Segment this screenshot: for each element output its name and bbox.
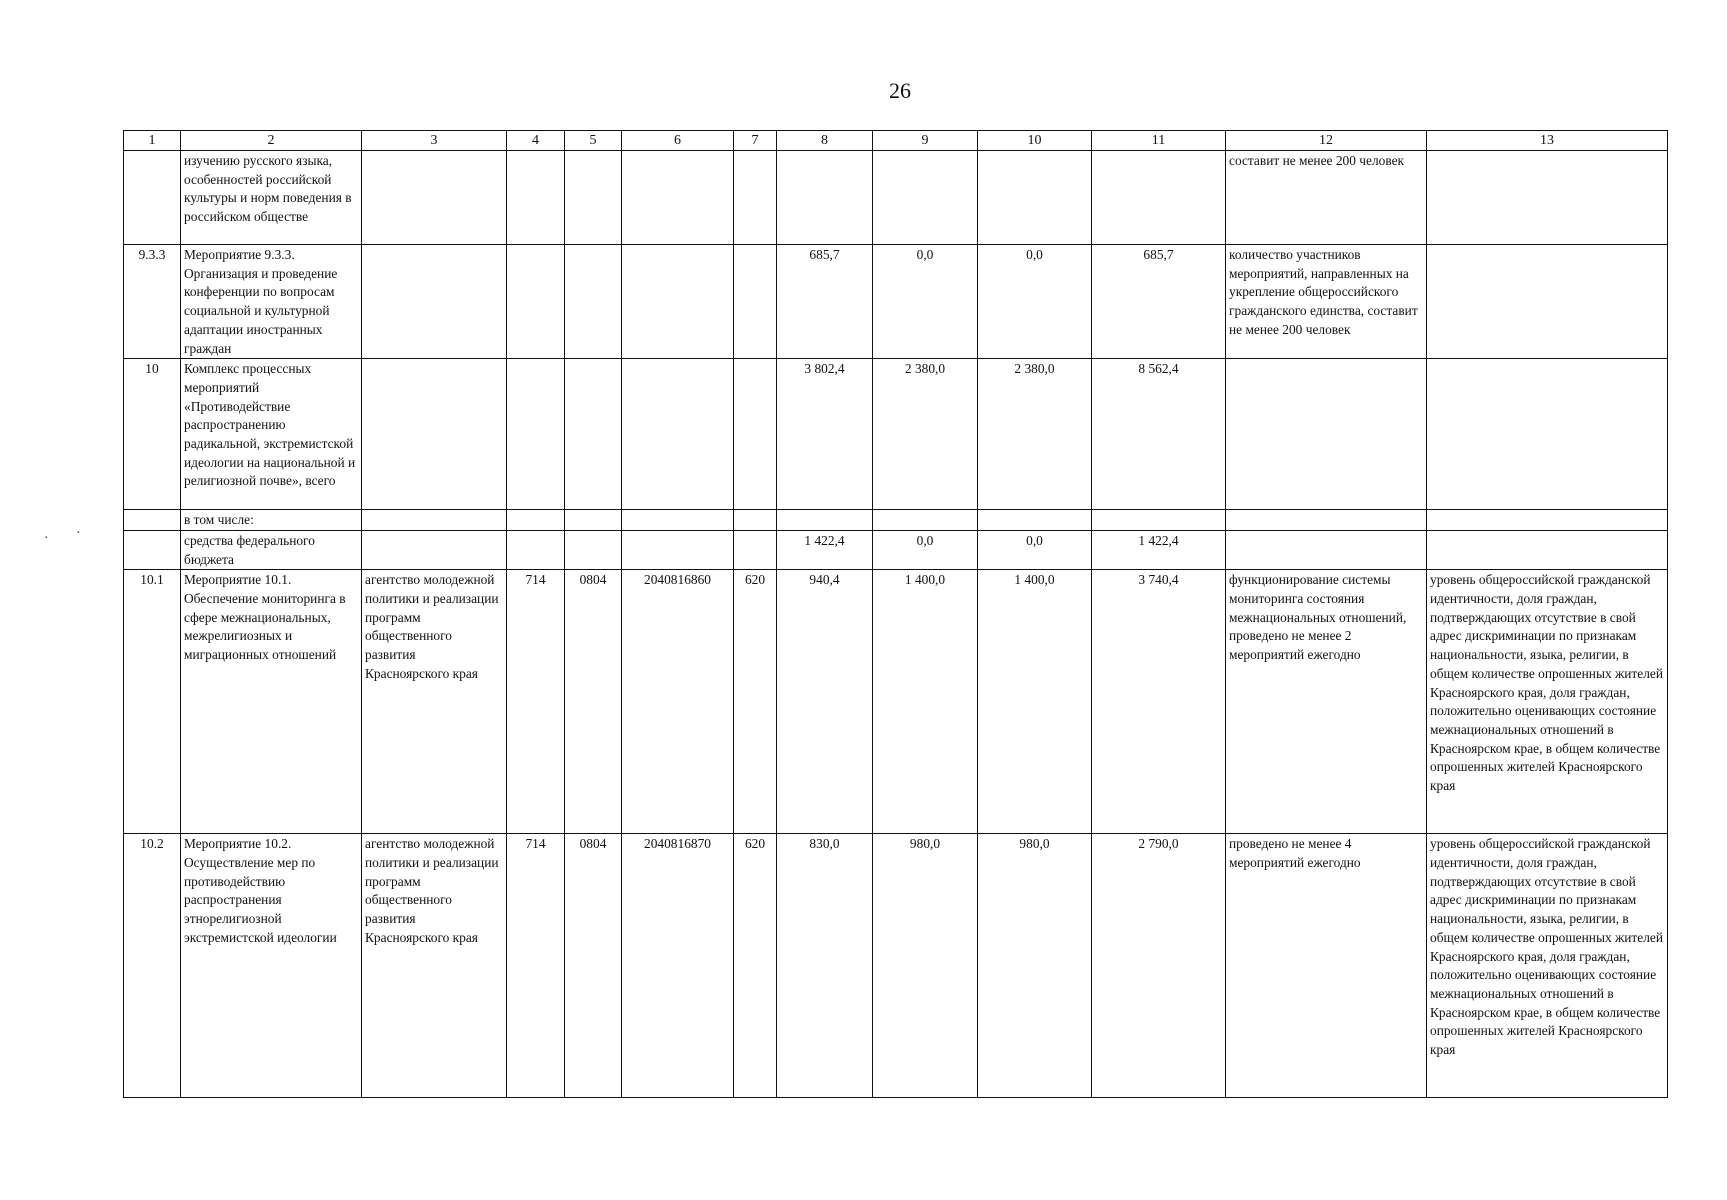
- cell-amount-year3: 0,0: [978, 245, 1092, 359]
- cell-amount-year1: 830,0: [777, 834, 873, 1098]
- column-number: 9: [873, 131, 978, 151]
- cell-amount-total: 2 790,0: [1092, 834, 1226, 1098]
- cell-description: Комплекс процессных мероприятий «Противодействие распространению радикальной, экстремистской идеологии на национальной и религиозной почве», всего: [181, 359, 362, 510]
- cell-result: проведено не менее 4 мероприятий ежегодно: [1226, 834, 1427, 1098]
- cell-expense-type: 620: [734, 570, 777, 834]
- budget-table: [123, 130, 1668, 1098]
- cell-amount-year1: 940,4: [777, 570, 873, 834]
- scan-speck: ·: [44, 531, 49, 546]
- cell-section-code: 0804: [565, 570, 622, 834]
- cell-description: Мероприятие 10.1. Обеспечение мониторинга в сфере межнациональных, межрелигиозных и миграционных отношений: [181, 570, 362, 834]
- table-row-continuation: [124, 151, 1668, 245]
- column-number: 11: [1092, 131, 1226, 151]
- cell-result: составит не менее 200 человек: [1226, 151, 1427, 245]
- column-number: 2: [181, 131, 362, 151]
- page-number: 26: [889, 78, 911, 103]
- column-number: 5: [565, 131, 622, 151]
- cell-result: функционирование системы мониторинга состояния межнациональных отношений, проведено не менее 2 мероприятий ежегодно: [1226, 570, 1427, 834]
- cell-ministry-code: 714: [507, 834, 565, 1098]
- column-number: 7: [734, 131, 777, 151]
- cell-amount-year3: 980,0: [978, 834, 1092, 1098]
- scan-speck: ·: [76, 526, 81, 541]
- cell-number: 10.1: [124, 570, 181, 834]
- column-number-row: [124, 131, 1668, 151]
- cell-expense-type: 620: [734, 834, 777, 1098]
- column-number: 1: [124, 131, 181, 151]
- cell-description: в том числе:: [181, 510, 362, 531]
- cell-description: средства федерального бюджета: [181, 530, 362, 569]
- cell-ministry-code: 714: [507, 570, 565, 834]
- cell-indicator: уровень общероссийской гражданской идентичности, доля граждан, подтверждающих отсутствие в свой адрес дискриминации по признакам национальности, языка, религии, в общем количестве опрошенных жителей Красноярского края, доля граждан, положительно оценивающих состояние межнациональных отношений в Красноярском крае, в общем количестве опрошенных жителей Красноярского края: [1427, 834, 1668, 1098]
- table-row-federal-budget: [124, 530, 1668, 569]
- cell-amount-year1: 3 802,4: [777, 359, 873, 510]
- cell-amount-total: 3 740,4: [1092, 570, 1226, 834]
- cell-description: изучению русского языка, особенностей российской культуры и норм поведения в российском обществе: [181, 151, 362, 245]
- cell-number: 9.3.3: [124, 245, 181, 359]
- column-number: 6: [622, 131, 734, 151]
- cell-amount-year1: 1 422,4: [777, 530, 873, 569]
- cell-indicator: уровень общероссийской гражданской идентичности, доля граждан, подтверждающих отсутствие в свой адрес дискриминации по признакам национальности, языка, религии, в общем количестве опрошенных жителей Красноярского края, доля граждан, положительно оценивающих состояние межнациональных отношений в Красноярском крае, в общем количестве опрошенных жителей Красноярского края: [1427, 570, 1668, 834]
- cell-description: Мероприятие 9.3.3. Организация и проведение конференции по вопросам социальной и культурной адаптации иностранных граждан: [181, 245, 362, 359]
- column-number: 12: [1226, 131, 1427, 151]
- table-row-10-2: [124, 834, 1668, 1098]
- table-row-9-3-3: [124, 245, 1668, 359]
- table-row-10: [124, 359, 1668, 510]
- table-row-including: [124, 510, 1668, 531]
- cell-amount-year2: 0,0: [873, 530, 978, 569]
- cell-amount-year3: 2 380,0: [978, 359, 1092, 510]
- table-row-10-1: [124, 570, 1668, 834]
- cell-section-code: 0804: [565, 834, 622, 1098]
- cell-target-code: 2040816860: [622, 570, 734, 834]
- cell-number: 10.2: [124, 834, 181, 1098]
- cell-number: 10: [124, 359, 181, 510]
- column-number: 10: [978, 131, 1092, 151]
- cell-target-code: 2040816870: [622, 834, 734, 1098]
- cell-amount-year3: 0,0: [978, 530, 1092, 569]
- cell-amount-year1: 685,7: [777, 245, 873, 359]
- cell-description: Мероприятие 10.2. Осуществление мер по противодействию распространения этнорелигиозной экстремистской идеологии: [181, 834, 362, 1098]
- column-number: 3: [362, 131, 507, 151]
- column-number: 4: [507, 131, 565, 151]
- cell-amount-year2: 980,0: [873, 834, 978, 1098]
- cell-amount-total: 8 562,4: [1092, 359, 1226, 510]
- cell-amount-year2: 0,0: [873, 245, 978, 359]
- cell-amount-year2: 2 380,0: [873, 359, 978, 510]
- cell-executor: агентство молодежной политики и реализации программ общественного развития Красноярского края: [362, 570, 507, 834]
- column-number: 13: [1427, 131, 1668, 151]
- cell-result: количество участников мероприятий, направленных на укрепление общероссийского гражданского единства, составит не менее 200 человек: [1226, 245, 1427, 359]
- cell-amount-total: 685,7: [1092, 245, 1226, 359]
- cell-amount-year2: 1 400,0: [873, 570, 978, 834]
- cell-amount-total: 1 422,4: [1092, 530, 1226, 569]
- column-number: 8: [777, 131, 873, 151]
- cell-executor: агентство молодежной политики и реализации программ общественного развития Красноярского края: [362, 834, 507, 1098]
- cell-amount-year3: 1 400,0: [978, 570, 1092, 834]
